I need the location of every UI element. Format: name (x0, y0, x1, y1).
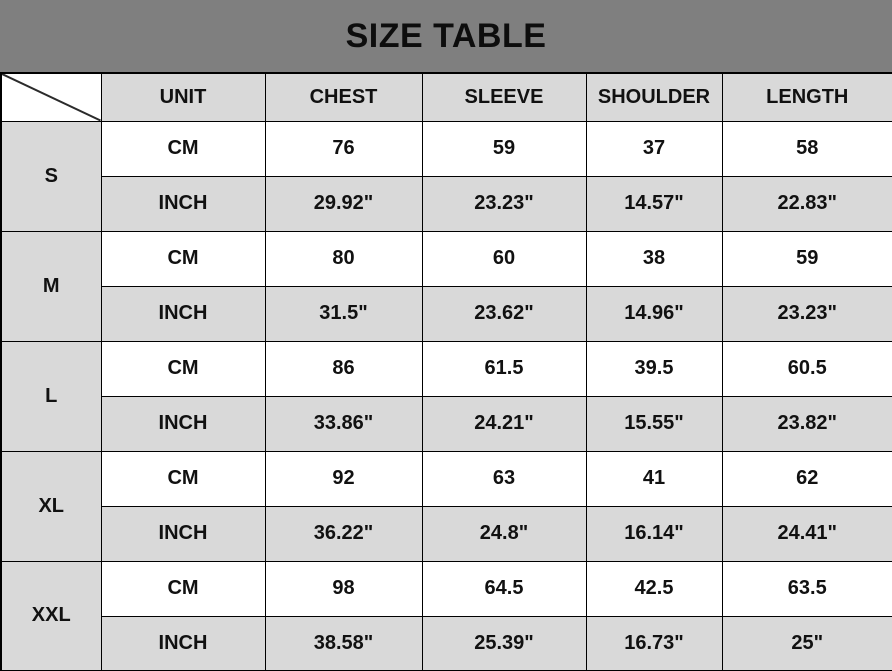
diagonal-divider-icon (2, 74, 101, 121)
table-row (1, 561, 892, 616)
header-chest: CHEST (265, 73, 422, 121)
value-cell: 23.82" (722, 396, 892, 451)
value-cell: 60.5 (722, 341, 892, 396)
value-cell: 86 (265, 341, 422, 396)
value-cell: 31.5" (265, 286, 422, 341)
diagonal-header-cell (1, 73, 101, 121)
unit-cell: INCH (101, 176, 265, 231)
value-cell: 24.8" (422, 506, 586, 561)
value-cell: 59 (422, 121, 586, 176)
value-cell: 22.83" (722, 176, 892, 231)
value-cell: 60 (422, 231, 586, 286)
value-cell: 29.92" (265, 176, 422, 231)
size-label-s: S (1, 121, 101, 231)
value-cell: 98 (265, 561, 422, 616)
page-title: SIZE TABLE (345, 16, 547, 55)
unit-cell: CM (101, 341, 265, 396)
value-cell: 38.58" (265, 616, 422, 671)
value-cell: 23.23" (422, 176, 586, 231)
value-cell: 15.55" (586, 396, 722, 451)
unit-cell: CM (101, 231, 265, 286)
value-cell: 16.14" (586, 506, 722, 561)
size-label-m: M (1, 231, 101, 341)
value-cell: 38 (586, 231, 722, 286)
value-cell: 76 (265, 121, 422, 176)
value-cell: 42.5 (586, 561, 722, 616)
value-cell: 62 (722, 451, 892, 506)
size-label-xl: XL (1, 451, 101, 561)
unit-cell: INCH (101, 396, 265, 451)
unit-cell: INCH (101, 506, 265, 561)
table-row (1, 396, 892, 451)
header-shoulder: SHOULDER (586, 73, 722, 121)
value-cell: 80 (265, 231, 422, 286)
value-cell: 61.5 (422, 341, 586, 396)
value-cell: 24.41" (722, 506, 892, 561)
size-table (0, 72, 892, 671)
unit-cell: INCH (101, 286, 265, 341)
value-cell: 25" (722, 616, 892, 671)
table-row (1, 341, 892, 396)
table-row (1, 616, 892, 671)
unit-cell: CM (101, 451, 265, 506)
title-bar (0, 0, 892, 72)
value-cell: 41 (586, 451, 722, 506)
value-cell: 37 (586, 121, 722, 176)
value-cell: 92 (265, 451, 422, 506)
unit-cell: CM (101, 561, 265, 616)
value-cell: 25.39" (422, 616, 586, 671)
value-cell: 14.96" (586, 286, 722, 341)
unit-cell: CM (101, 121, 265, 176)
value-cell: 63.5 (722, 561, 892, 616)
header-unit: UNIT (101, 73, 265, 121)
value-cell: 23.23" (722, 286, 892, 341)
value-cell: 58 (722, 121, 892, 176)
value-cell: 23.62" (422, 286, 586, 341)
value-cell: 63 (422, 451, 586, 506)
header-sleeve: SLEEVE (422, 73, 586, 121)
value-cell: 33.86" (265, 396, 422, 451)
size-label-l: L (1, 341, 101, 451)
header-length: LENGTH (722, 73, 892, 121)
size-label-xxl: XXL (1, 561, 101, 671)
table-row (1, 286, 892, 341)
table-row (1, 506, 892, 561)
table-row (1, 451, 892, 506)
table-row (1, 121, 892, 176)
table-row (1, 231, 892, 286)
value-cell: 64.5 (422, 561, 586, 616)
value-cell: 14.57" (586, 176, 722, 231)
value-cell: 36.22" (265, 506, 422, 561)
table-row (1, 176, 892, 231)
value-cell: 24.21" (422, 396, 586, 451)
value-cell: 16.73" (586, 616, 722, 671)
value-cell: 59 (722, 231, 892, 286)
unit-cell: INCH (101, 616, 265, 671)
value-cell: 39.5 (586, 341, 722, 396)
header-row (1, 73, 892, 121)
